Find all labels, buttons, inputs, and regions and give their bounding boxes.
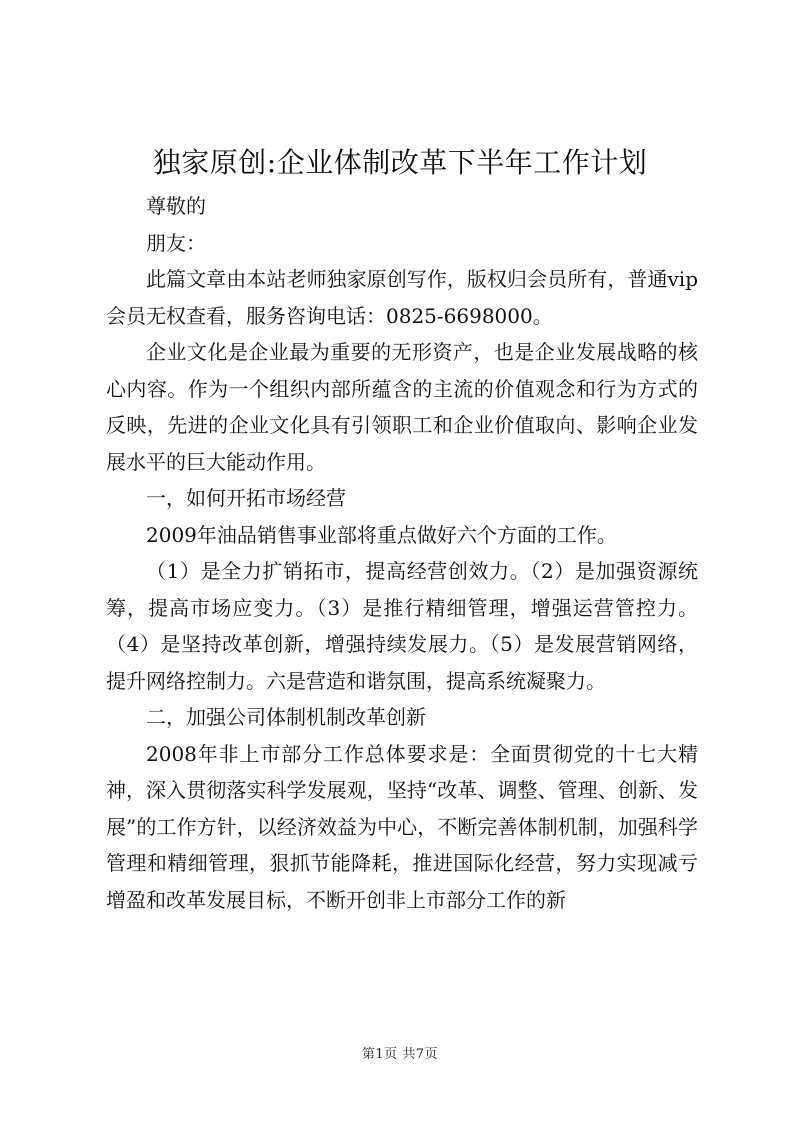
salutation-line-2: 朋友：	[146, 230, 206, 255]
overall-requirements-paragraph: 2008年非上市部分工作总体要求是：全面贯彻党的十七大精神，深入贯彻落实科学发展观，坚持“改革、调整、管理、创新、发展”的工作方针，以经济效益为中心，不断完善体制机制，加强科学管理和精细管理，狠抓节能降耗，推进国际化经营，努力实现减亏增盈和改革发展目标，不断开创非上市部分工作的新	[106, 741, 698, 912]
salutation-line-1: 尊敬的	[146, 194, 206, 218]
sales-work-intro-paragraph: 2009年油品销售事业部将重点做好六个方面的工作。	[146, 522, 617, 547]
copyright-notice-paragraph: 此篇文章由本站老师独家原创写作，版权归会员所有，普通vip会员无权查看，服务咨询电话：0825-6698000。	[106, 267, 698, 328]
page-number-footer: 第1页 共7页	[361, 1047, 439, 1062]
document-title: 独家原创:企业体制改革下半年工作计划	[152, 146, 648, 179]
corporate-culture-paragraph: 企业文化是企业最为重要的无形资产，也是企业发展战略的核心内容。作为一个组织内部所蕴含的主流的价值观念和行为方式的反映，先进的企业文化具有引领职工和企业价值取向、影响企业发展水平的巨大能动作用。	[106, 340, 698, 474]
six-tasks-paragraph: （1）是全力扩销拓市，提高经营创效力。（2）是加强资源统筹，提高市场应变力。（3）是推行精细管理，增强运营管控力。（4）是坚持改革创新，增强持续发展力。（5）是发展营销网络，提升网络控制力。六是营造和谐氛围，提高系统凝聚力。	[106, 559, 698, 693]
section-heading-1: 一，如何开拓市场经营	[146, 486, 346, 510]
section-heading-2: 二，加强公司体制机制改革创新	[146, 705, 426, 729]
document-body	[106, 188, 698, 918]
